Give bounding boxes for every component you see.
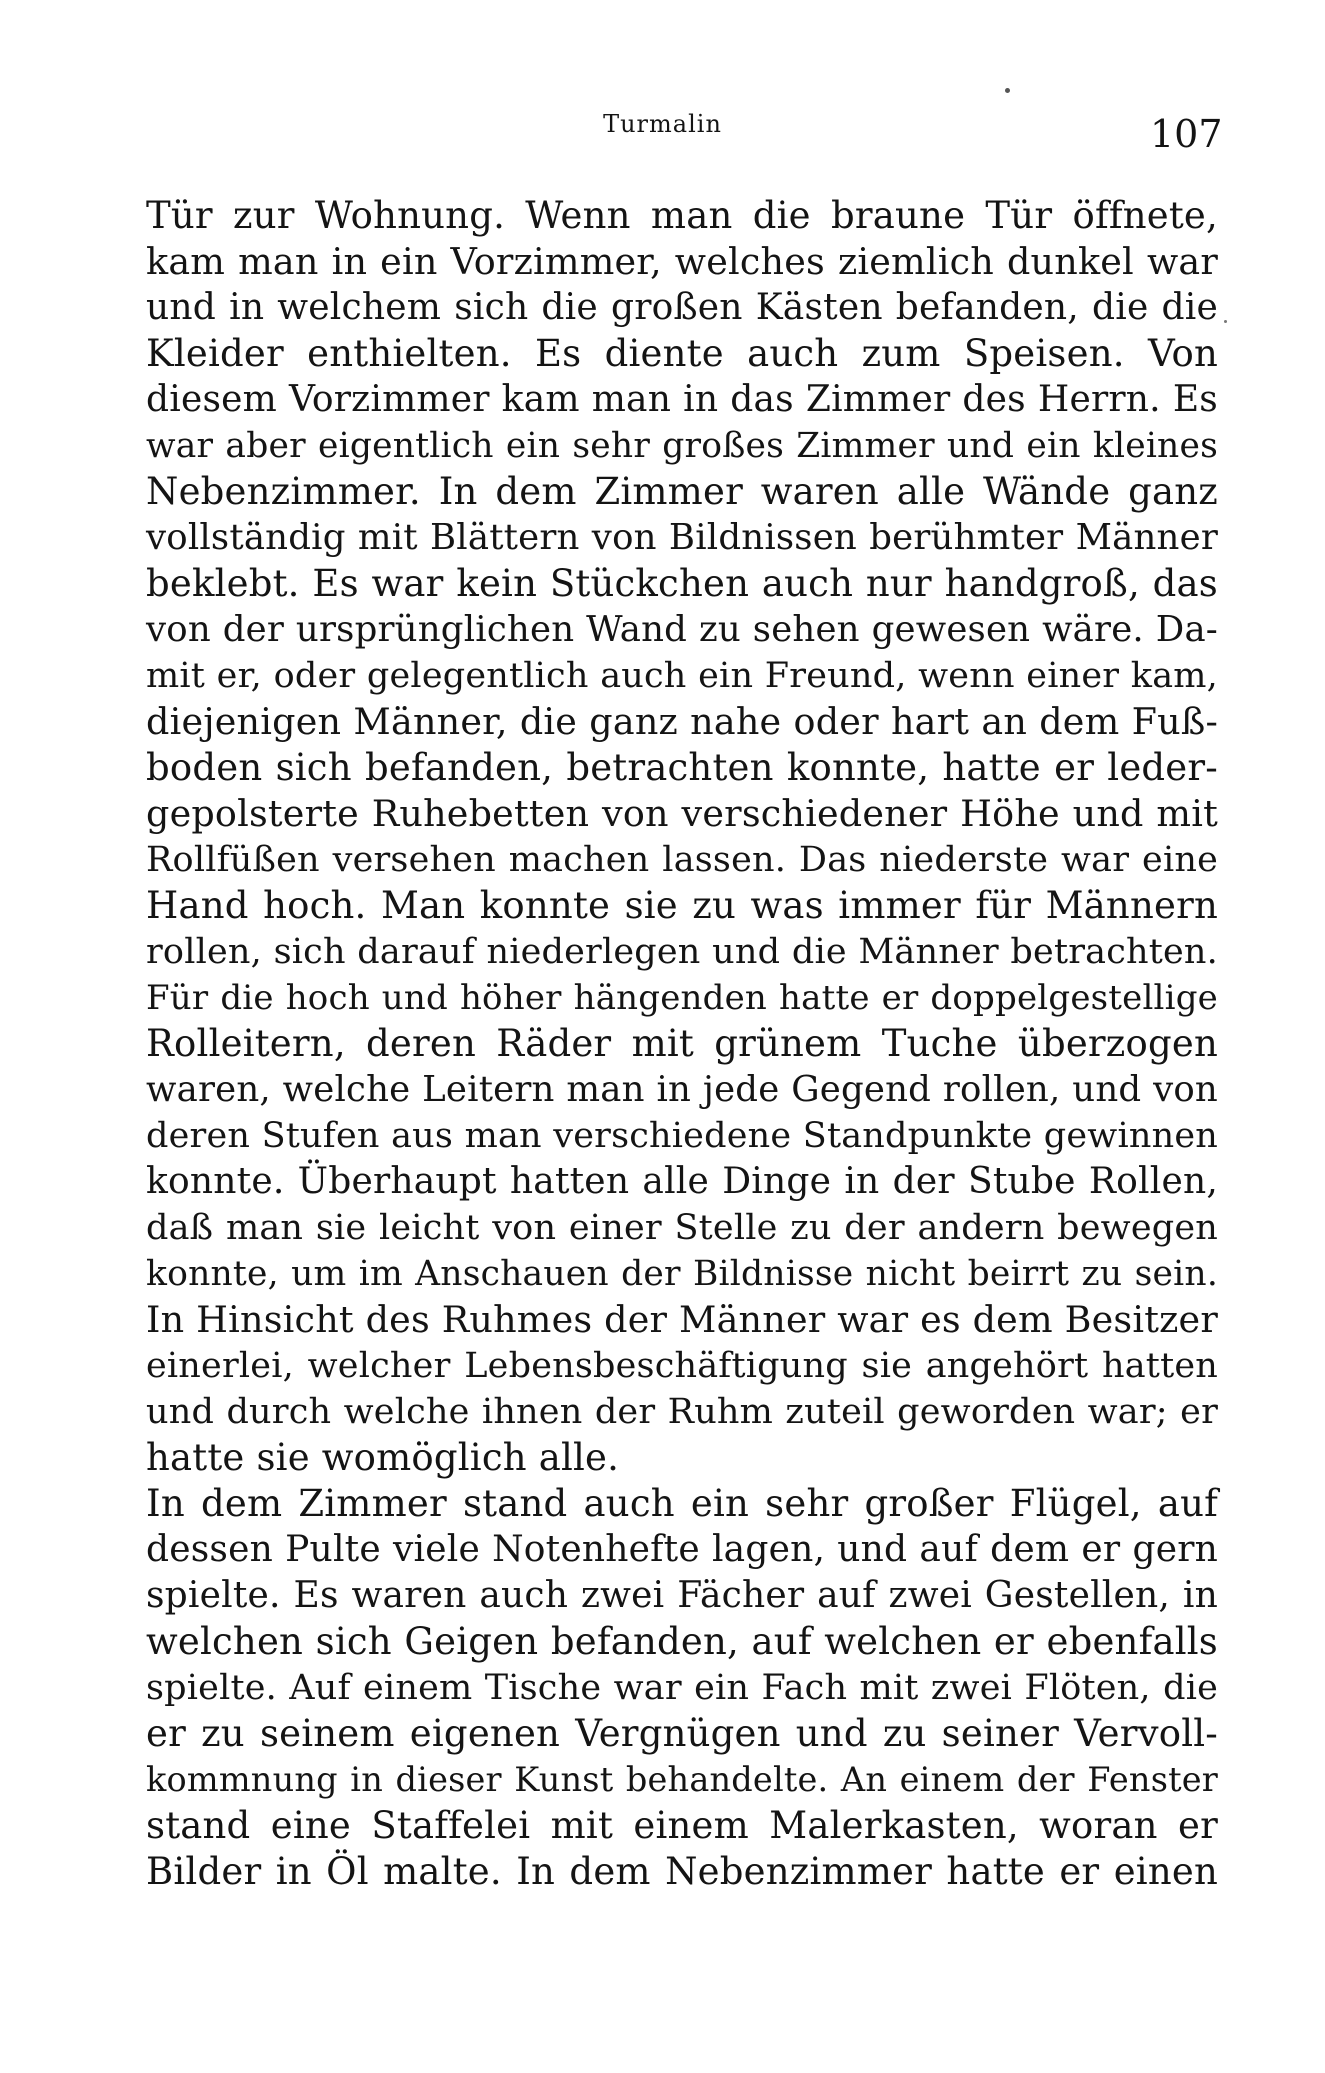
text-line: rollen, sich darauf niederlegen und die Männer betrachten.	[146, 932, 1218, 972]
text-line: welchen sich Geigen befanden, auf welchen er ebenfalls	[146, 1620, 1218, 1663]
text-line: waren, welche Leitern man in jede Gegend rollen, und von	[146, 1069, 1218, 1110]
text-line: Tür zur Wohnung. Wenn man die braune Tür öffnete,	[146, 194, 1218, 237]
text-line: dessen Pulte viele Notenhefte lagen, und auf dem er gern	[146, 1529, 1218, 1570]
text-line: diesem Vorzimmer kam man in das Zimmer des Herrn. Es	[146, 379, 1218, 420]
text-line: und durch welche ihnen der Ruhm zuteil geworden war; er	[146, 1392, 1218, 1432]
page-number: 107	[1150, 112, 1223, 156]
text-line: er zu seinem eigenen Vergnügen und zu seiner Vervoll-	[146, 1712, 1218, 1755]
print-speck	[1224, 320, 1227, 323]
text-line: Rollfüßen versehen machen lassen. Das niederste war eine	[146, 840, 1218, 880]
text-line: Kleider enthielten. Es diente auch zum Speisen. Von	[146, 332, 1218, 375]
text-line: vollständig mit Blättern von Bildnissen berühmter Männer	[146, 517, 1218, 558]
text-line: mit er, oder gelegentlich auch ein Freund, wenn einer kam,	[146, 656, 1218, 696]
text-line: kam man in ein Vorzimmer, welches ziemlich dunkel war	[146, 240, 1218, 283]
text-line: Nebenzimmer. In dem Zimmer waren alle Wände ganz	[146, 470, 1218, 513]
print-speck	[1005, 88, 1010, 93]
text-line: stand eine Staffelei mit einem Malerkasten, woran er	[146, 1804, 1218, 1847]
text-line: war aber eigentlich ein sehr großes Zimmer und ein kleines	[146, 426, 1218, 466]
text-line: boden sich befanden, betrachten konnte, hatte er leder-	[146, 746, 1218, 789]
body-text	[146, 193, 1218, 1895]
text-line: gepolsterte Ruhebetten von verschiedener Höhe und mit	[146, 792, 1218, 835]
text-line: beklebt. Es war kein Stückchen auch nur handgroß, das	[146, 562, 1218, 605]
text-line: von der ursprünglichen Wand zu sehen gewesen wäre. Da-	[146, 609, 1218, 650]
text-line: kommnung in dieser Kunst behandelte. An einem der Fenster	[146, 1760, 1218, 1799]
text-line: Bilder in Öl malte. In dem Nebenzimmer hatte er einen	[146, 1850, 1218, 1893]
text-line: Hand hoch. Man konnte sie zu was immer für Männern	[146, 884, 1218, 927]
text-line: deren Stufen aus man verschiedene Standpunkte gewinnen	[146, 1116, 1218, 1156]
text-line: In dem Zimmer stand auch ein sehr großer Flügel, auf	[146, 1482, 1218, 1525]
text-line: diejenigen Männer, die ganz nahe oder hart an dem Fuß-	[146, 700, 1218, 743]
text-line: daß man sie leicht von einer Stelle zu der andern bewegen	[146, 1208, 1218, 1248]
text-line: konnte, um im Anschauen der Bildnisse nicht beirrt zu sein.	[146, 1254, 1218, 1294]
text-line: und in welchem sich die großen Kästen befanden, die die	[146, 287, 1218, 328]
running-title: Turmalin	[603, 110, 722, 138]
text-line: In Hinsicht des Ruhmes der Männer war es dem Besitzer	[146, 1298, 1218, 1341]
text-line: Rolleitern, deren Räder mit grünem Tuche überzogen	[146, 1022, 1218, 1065]
text-line: spielte. Es waren auch zwei Fächer auf zwei Gestellen, in	[146, 1575, 1218, 1616]
text-line: spielte. Auf einem Tische war ein Fach mit zwei Flöten, die	[146, 1668, 1218, 1708]
text-line: konnte. Überhaupt hatten alle Dinge in der Stube Rollen,	[146, 1161, 1218, 1202]
text-line: einerlei, welcher Lebensbeschäftigung sie angehört hatten	[146, 1346, 1218, 1386]
text-line: Für die hoch und höher hängenden hatte er doppelgestellige	[146, 978, 1218, 1018]
text-line: hatte sie womöglich alle.	[146, 1436, 620, 1479]
